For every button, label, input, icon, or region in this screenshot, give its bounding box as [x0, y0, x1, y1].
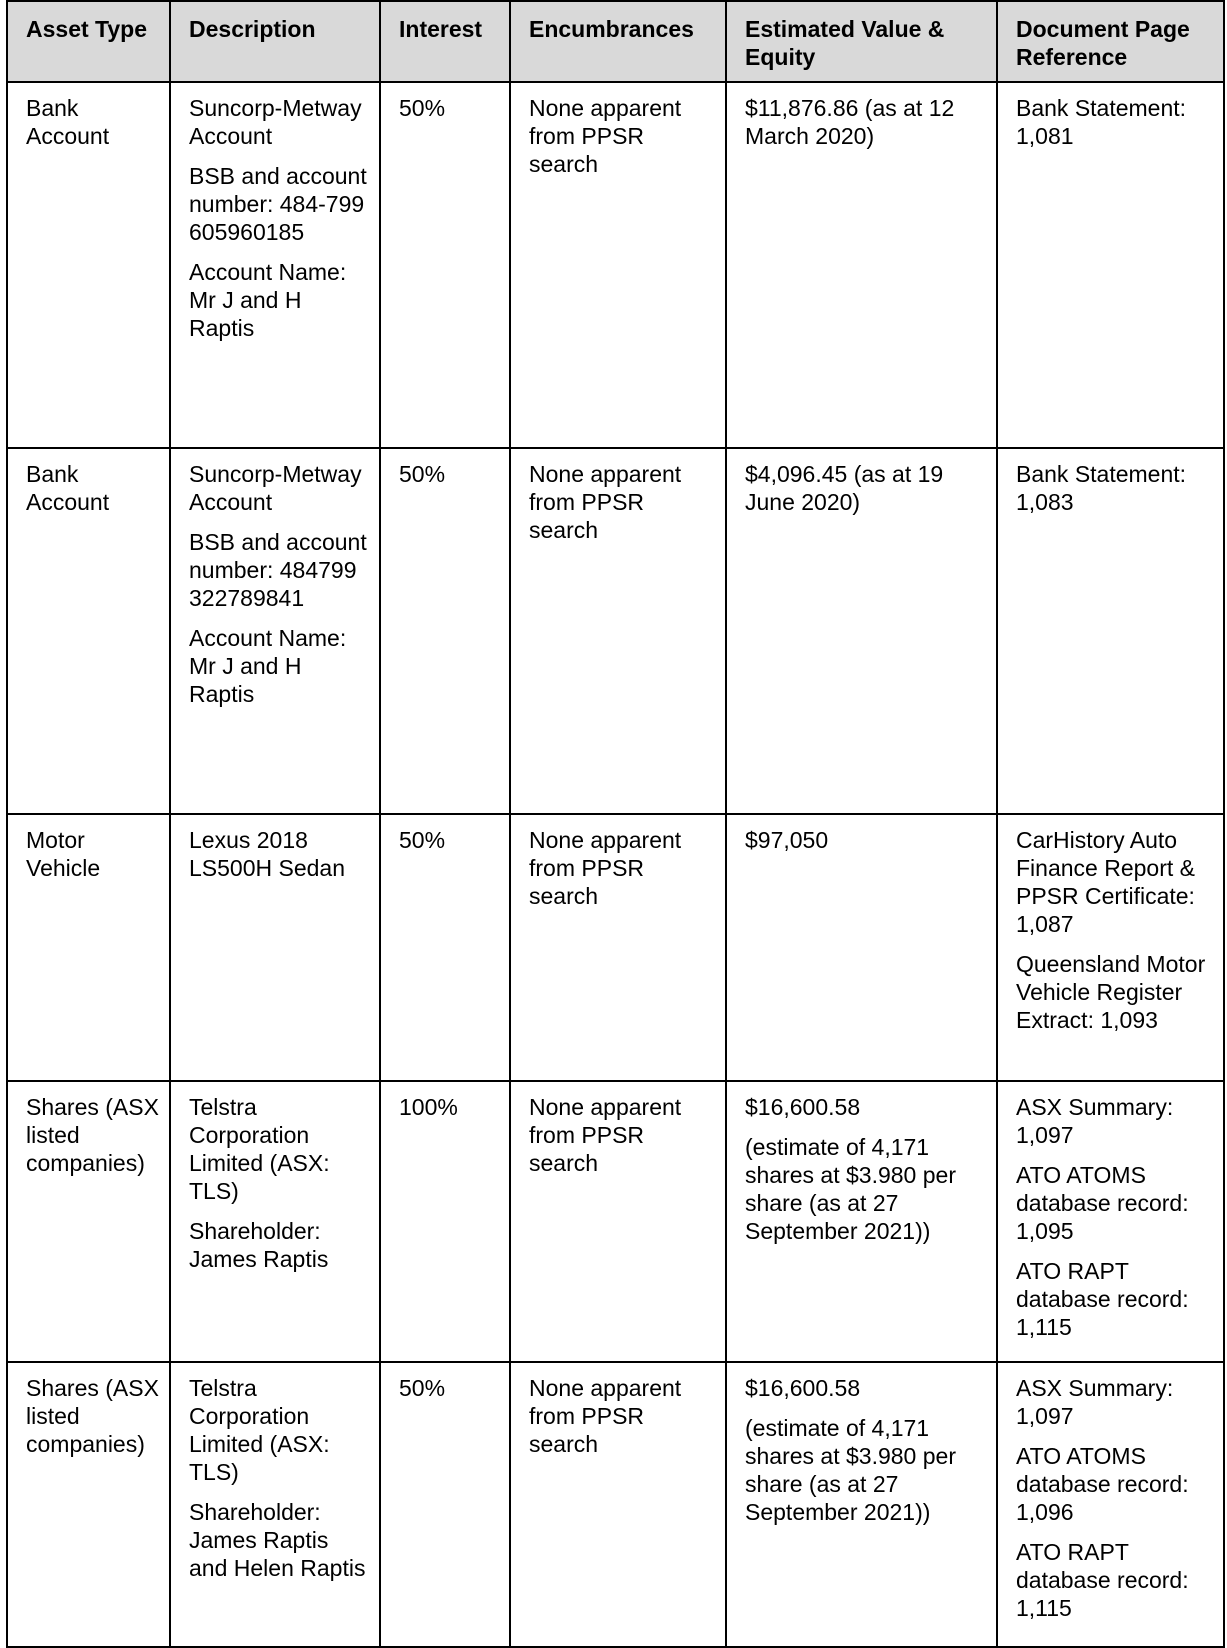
reference-line: ATO ATOMS database record: 1,096: [1016, 1443, 1189, 1525]
header-encumbrances: Encumbrances: [510, 1, 726, 82]
cell-reference: [997, 1362, 1224, 1647]
cell-interest: 50%: [380, 1362, 510, 1647]
cell-description: [170, 448, 380, 814]
cell-asset-type: Shares (ASX listed companies): [7, 1362, 170, 1647]
header-asset-type: Asset Type: [7, 1, 170, 82]
cell-description: [170, 1362, 380, 1647]
value-line: $97,050: [745, 827, 829, 853]
reference-line: ASX Summary: 1,097: [1016, 1094, 1174, 1148]
table-row: [7, 448, 1224, 814]
cell-asset-type: Motor Vehicle: [7, 814, 170, 1081]
cell-asset-type: Bank Account: [7, 448, 170, 814]
cell-encumbrances: None apparent from PPSR search: [510, 1362, 726, 1647]
cell-interest: 50%: [380, 82, 510, 448]
reference-line: ATO ATOMS database record: 1,095: [1016, 1162, 1189, 1244]
cell-encumbrances: None apparent from PPSR search: [510, 814, 726, 1081]
cell-value: [726, 1362, 997, 1647]
description-line: Shareholder: James Raptis: [189, 1218, 329, 1272]
description-line: Account Name: Mr J and H Raptis: [189, 259, 347, 341]
value-line: $11,876.86 (as at 12 March 2020): [745, 95, 955, 149]
value-line: $16,600.58: [745, 1375, 861, 1401]
value-line: (estimate of 4,171 shares at $3.980 per share (as at 27 September 2021)): [745, 1134, 956, 1244]
cell-asset-type: Bank Account: [7, 82, 170, 448]
cell-value: [726, 1081, 997, 1362]
reference-line: ATO RAPT database record: 1,115: [1016, 1539, 1189, 1621]
description-line: BSB and account number: 484-799 605960185: [189, 163, 367, 245]
cell-value: [726, 814, 997, 1081]
value-line: $4,096.45 (as at 19 June 2020): [745, 461, 944, 515]
table-row: [7, 82, 1224, 448]
description-line: Telstra Corporation Limited (ASX: TLS): [189, 1094, 330, 1204]
description-line: BSB and account number: 484799 322789841: [189, 529, 367, 611]
description-line: Suncorp-Metway Account: [189, 95, 362, 149]
cell-interest: 50%: [380, 448, 510, 814]
cell-value: [726, 448, 997, 814]
description-line: Telstra Corporation Limited (ASX: TLS): [189, 1375, 330, 1485]
cell-interest: 100%: [380, 1081, 510, 1362]
cell-encumbrances: None apparent from PPSR search: [510, 82, 726, 448]
cell-asset-type: Shares (ASX listed companies): [7, 1081, 170, 1362]
reference-line: ASX Summary: 1,097: [1016, 1375, 1174, 1429]
cell-reference: [997, 448, 1224, 814]
reference-line: Bank Statement: 1,083: [1016, 461, 1187, 515]
description-line: Lexus 2018 LS500H Sedan: [189, 827, 346, 881]
value-line: (estimate of 4,171 shares at $3.980 per share (as at 27 September 2021)): [745, 1415, 956, 1525]
description-line: Account Name: Mr J and H Raptis: [189, 625, 347, 707]
reference-line: Queensland Motor Vehicle Register Extract: 1,093: [1016, 951, 1206, 1033]
cell-interest: 50%: [380, 814, 510, 1081]
reference-line: Bank Statement: 1,081: [1016, 95, 1187, 149]
cell-description: [170, 82, 380, 448]
cell-reference: [997, 1081, 1224, 1362]
reference-line: CarHistory Auto Finance Report & PPSR Certificate: 1,087: [1016, 827, 1195, 937]
cell-reference: [997, 82, 1224, 448]
table-row: [7, 1362, 1224, 1647]
cell-description: [170, 814, 380, 1081]
table-row: [7, 814, 1224, 1081]
description-line: Shareholder: James Raptis and Helen Raptis: [189, 1499, 366, 1581]
header-document-reference: Document Page Reference: [997, 1, 1224, 82]
table-header-row: [7, 1, 1224, 82]
cell-description: [170, 1081, 380, 1362]
table-row: [7, 1081, 1224, 1362]
value-line: $16,600.58: [745, 1094, 861, 1120]
reference-line: ATO RAPT database record: 1,115: [1016, 1258, 1189, 1340]
cell-encumbrances: None apparent from PPSR search: [510, 448, 726, 814]
header-description: Description: [170, 1, 380, 82]
description-line: Suncorp-Metway Account: [189, 461, 362, 515]
header-interest: Interest: [380, 1, 510, 82]
header-estimated-value: Estimated Value & Equity: [726, 1, 997, 82]
cell-encumbrances: None apparent from PPSR search: [510, 1081, 726, 1362]
cell-value: [726, 82, 997, 448]
cell-reference: [997, 814, 1224, 1081]
assets-table: [6, 0, 1225, 1648]
